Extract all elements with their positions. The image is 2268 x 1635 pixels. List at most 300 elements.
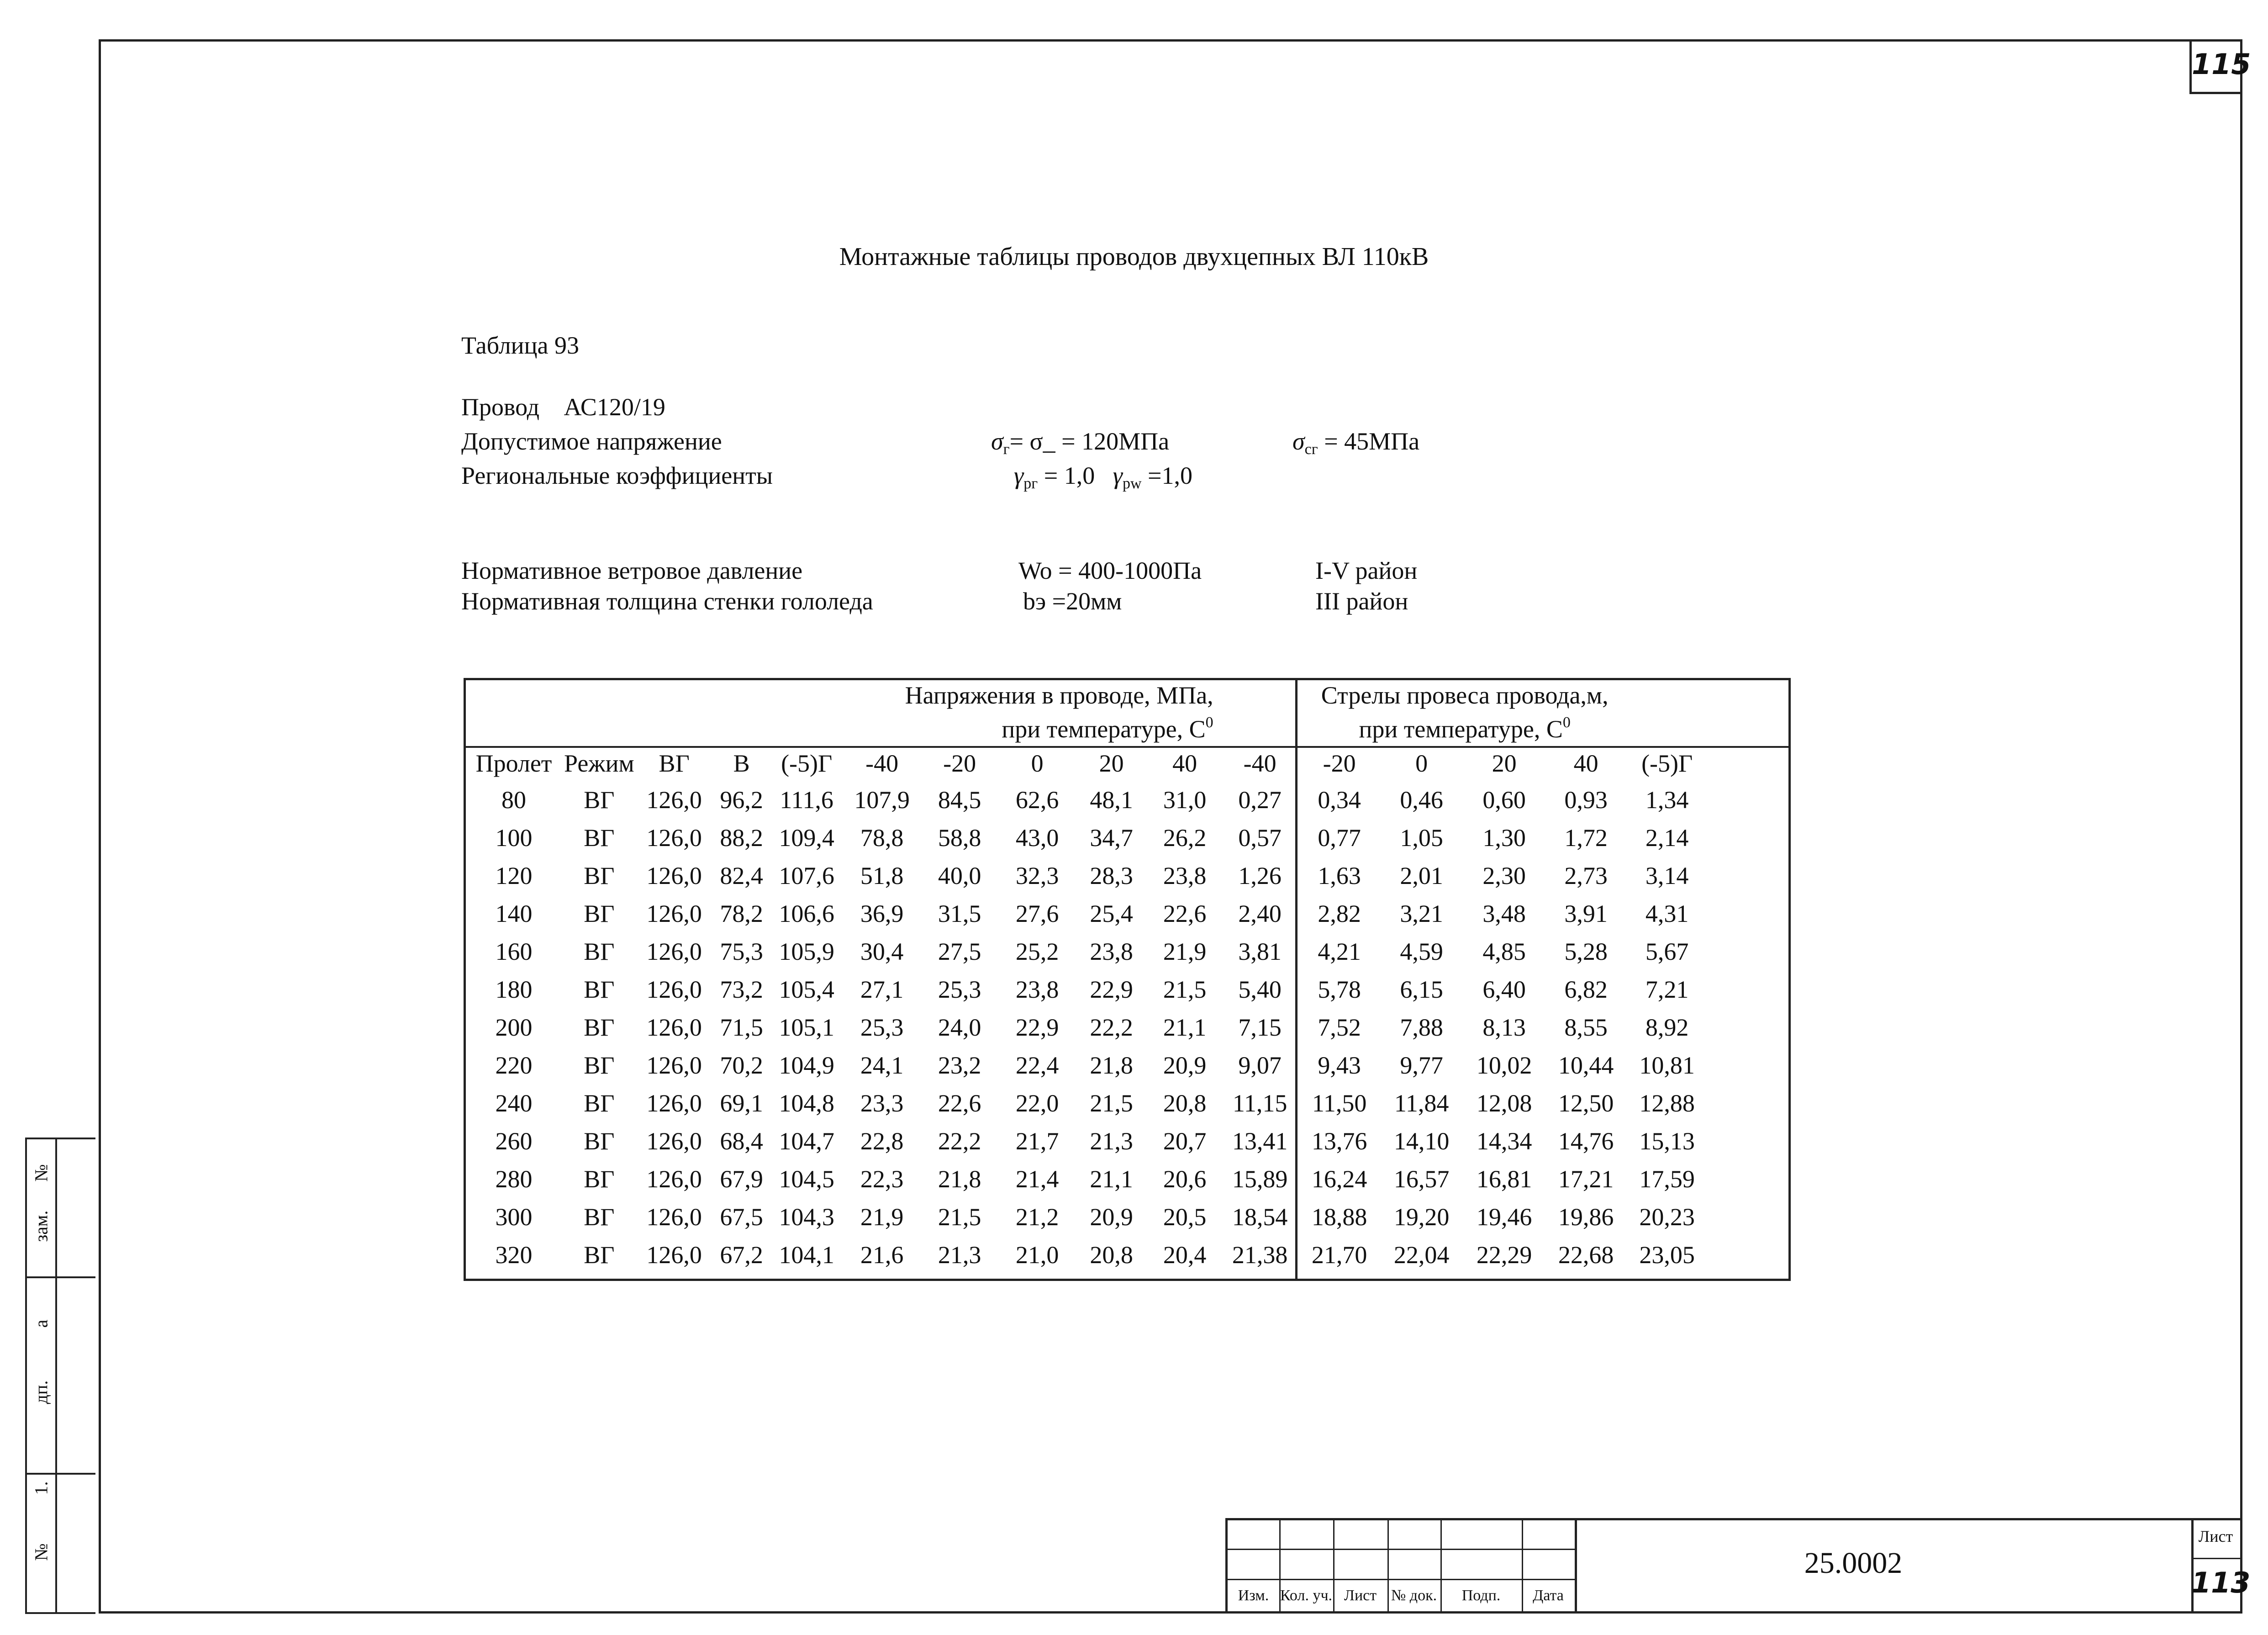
column-header: ВГ xyxy=(659,750,690,777)
table-cell: 21,6 xyxy=(860,1241,904,1269)
table-row xyxy=(464,819,1708,857)
table-cell: 104,1 xyxy=(779,1241,834,1269)
table-cell: 21,5 xyxy=(1090,1089,1133,1117)
table-cell: 75,3 xyxy=(720,937,763,965)
strip-label: дп. xyxy=(31,1380,52,1404)
column-header: -20 xyxy=(943,750,976,777)
table-cell: 0,34 xyxy=(1318,786,1361,814)
table-cell: 11,84 xyxy=(1394,1089,1449,1117)
data-table xyxy=(464,678,1708,1274)
tb-label: Изм. xyxy=(1238,1587,1269,1604)
table-cell: 68,4 xyxy=(720,1127,763,1155)
table-cell: ВГ xyxy=(584,1165,615,1193)
column-header: -40 xyxy=(865,750,899,777)
stress-header-line2 xyxy=(464,709,1213,743)
table-cell: 6,82 xyxy=(1564,975,1608,1003)
table-cell: 13,76 xyxy=(1311,1127,1367,1155)
table-cell: 21,3 xyxy=(1090,1127,1133,1155)
table-cell: 6,40 xyxy=(1482,975,1526,1003)
table-cell: 5,67 xyxy=(1645,937,1689,965)
strip-label: № xyxy=(31,1164,52,1182)
table-cell: 27,1 xyxy=(860,975,904,1003)
table-cell: 20,8 xyxy=(1163,1089,1207,1117)
table-cell: 5,78 xyxy=(1318,975,1361,1003)
table-cell: 20,9 xyxy=(1163,1051,1207,1079)
table-cell: ВГ xyxy=(584,900,615,927)
table-cell: 107,6 xyxy=(779,862,834,889)
column-header: 40 xyxy=(1172,750,1197,777)
table-cell: 126,0 xyxy=(646,824,702,852)
table-cell: 22,6 xyxy=(1163,900,1207,927)
table-cell: 100 xyxy=(495,824,533,852)
table-cell: 25,2 xyxy=(1015,937,1059,965)
list-label: Лист xyxy=(2198,1527,2233,1545)
table-cell: 21,70 xyxy=(1311,1241,1367,1269)
table-cell: 0,60 xyxy=(1482,786,1526,814)
column-header: (-5)Г xyxy=(1641,750,1693,777)
table-cell: 22,0 xyxy=(1015,1089,1059,1117)
tb-label: Лист xyxy=(1344,1587,1377,1604)
table-cell: 22,9 xyxy=(1015,1013,1059,1041)
wind-label: Нормативное ветровое давление xyxy=(461,557,803,584)
table-cell: 22,9 xyxy=(1090,975,1133,1003)
table-cell: 12,50 xyxy=(1558,1089,1614,1117)
tb-label: Кол. уч. xyxy=(1280,1587,1333,1604)
table-cell: 25,3 xyxy=(938,975,981,1003)
table-cell: 0,77 xyxy=(1318,824,1361,852)
table-cell: 104,9 xyxy=(779,1051,834,1079)
table-cell: ВГ xyxy=(584,1241,615,1269)
strip-label: зам. xyxy=(31,1210,52,1242)
ice-label: Нормативная толщина стенки гололеда xyxy=(461,587,873,615)
table-row xyxy=(464,1160,1708,1198)
table-cell: 140 xyxy=(495,900,533,927)
table-cell: 20,23 xyxy=(1639,1203,1695,1231)
table-cell: 14,34 xyxy=(1476,1127,1532,1155)
table-cell: 67,9 xyxy=(720,1165,763,1193)
table-cell: 22,2 xyxy=(1090,1013,1133,1041)
title-block xyxy=(1225,1518,2251,1611)
table-cell: 2,73 xyxy=(1564,862,1608,889)
table-cell: 23,05 xyxy=(1639,1241,1695,1269)
table-cell: 58,8 xyxy=(938,824,981,852)
strip-label: 1. xyxy=(31,1481,52,1495)
table-cell: 2,30 xyxy=(1482,862,1526,889)
table-cell: 7,21 xyxy=(1645,975,1689,1003)
table-label: Таблица 93 xyxy=(461,332,579,359)
table-cell: 111,6 xyxy=(780,786,833,814)
table-cell: 21,8 xyxy=(1090,1051,1133,1079)
table-cell: 62,6 xyxy=(1015,786,1059,814)
table-cell: 19,46 xyxy=(1476,1203,1532,1231)
strip-divider xyxy=(55,1139,57,1612)
table-row xyxy=(464,1084,1708,1122)
table-cell: 21,2 xyxy=(1015,1203,1059,1231)
table-cell: 1,30 xyxy=(1482,824,1526,852)
table-cell: ВГ xyxy=(584,862,615,889)
table-cell: 82,4 xyxy=(720,862,763,889)
table-cell: 126,0 xyxy=(646,1241,702,1269)
table-cell: 19,86 xyxy=(1558,1203,1614,1231)
table-row xyxy=(464,1046,1708,1084)
table-cell: ВГ xyxy=(584,937,615,965)
table-cell: 36,9 xyxy=(860,900,904,927)
table-cell: 22,4 xyxy=(1015,1051,1059,1079)
table-cell: 16,57 xyxy=(1393,1165,1450,1193)
sag-header-line1: Стрелы провеса провода,м, xyxy=(1321,681,1609,709)
wind-region: I-V район xyxy=(1315,557,1418,584)
table-cell: 3,14 xyxy=(1645,862,1689,889)
sigma-symbol: σ xyxy=(1292,428,1305,455)
table-cell: 20,7 xyxy=(1163,1127,1207,1155)
table-cell: 21,9 xyxy=(1163,937,1207,965)
column-header: 40 xyxy=(1573,750,1598,777)
table-cell: 70,2 xyxy=(720,1051,763,1079)
table-cell: 0,93 xyxy=(1564,786,1608,814)
table-cell: 88,2 xyxy=(720,824,763,852)
stress-group-header xyxy=(464,678,1222,746)
table-cell: ВГ xyxy=(584,975,615,1003)
table-cell: 21,38 xyxy=(1232,1241,1288,1269)
table-cell: 1,72 xyxy=(1564,824,1608,852)
table-cell: 9,77 xyxy=(1400,1051,1443,1079)
table-cell: 109,4 xyxy=(779,824,834,852)
table-cell: 7,52 xyxy=(1318,1013,1361,1041)
table-cell: 180 xyxy=(495,975,533,1003)
gamma-pg-value: = 1,0 xyxy=(1044,462,1095,489)
table-cell: 5,28 xyxy=(1564,937,1608,965)
table-cell: 7,88 xyxy=(1400,1013,1443,1041)
table-cell: 16,81 xyxy=(1476,1165,1532,1193)
document-code: 25.0002 xyxy=(1804,1546,1903,1580)
table-cell: 43,0 xyxy=(1015,824,1059,852)
table-cell: 4,85 xyxy=(1482,937,1526,965)
table-cell: 260 xyxy=(495,1127,533,1155)
allow-stress-label: Допустимое напряжение xyxy=(461,428,722,455)
table-body xyxy=(464,781,1708,1274)
table-cell: 14,10 xyxy=(1393,1127,1450,1155)
table-cell: 126,0 xyxy=(646,1089,702,1117)
table-cell: 2,14 xyxy=(1645,824,1689,852)
table-cell: 12,88 xyxy=(1639,1089,1695,1117)
table-cell: 8,55 xyxy=(1564,1013,1608,1041)
table-cell: 10,44 xyxy=(1558,1051,1614,1079)
table-cell: 0,57 xyxy=(1238,824,1282,852)
table-cell: 105,9 xyxy=(779,937,834,965)
table-cell: 160 xyxy=(495,937,533,965)
page-title: Монтажные таблицы проводов двухцепных ВЛ 110кВ xyxy=(839,243,1429,271)
table-cell: 8,92 xyxy=(1645,1013,1689,1041)
table-cell: 4,21 xyxy=(1318,937,1361,965)
table-cell: 80 xyxy=(501,786,526,814)
table-row xyxy=(464,1236,1708,1274)
wire-row xyxy=(461,393,665,421)
table-cell: 21,7 xyxy=(1015,1127,1059,1155)
table-cell: 126,0 xyxy=(646,1165,702,1193)
column-header: (-5)Г xyxy=(781,750,833,777)
table-cell: 21,0 xyxy=(1015,1241,1059,1269)
table-cell: 220 xyxy=(495,1051,533,1079)
table-cell: 2,01 xyxy=(1400,862,1443,889)
column-header-row xyxy=(464,746,1708,781)
table-cell: 7,15 xyxy=(1238,1013,1282,1041)
table-cell: 3,48 xyxy=(1482,900,1526,927)
table-cell: ВГ xyxy=(584,1051,615,1079)
table-cell: 21,8 xyxy=(938,1165,981,1193)
table-cell: 21,3 xyxy=(938,1241,981,1269)
table-cell: 320 xyxy=(495,1241,533,1269)
table-cell: 20,9 xyxy=(1090,1203,1133,1231)
table-cell: 126,0 xyxy=(646,1203,702,1231)
table-cell: 21,4 xyxy=(1015,1165,1059,1193)
table-cell: 10,02 xyxy=(1476,1051,1532,1079)
table-row xyxy=(464,1122,1708,1160)
table-cell: 107,9 xyxy=(854,786,910,814)
gamma-pw-value: =1,0 xyxy=(1148,462,1193,489)
table-row xyxy=(464,970,1708,1008)
table-cell: 51,8 xyxy=(860,862,904,889)
strip-line xyxy=(27,1276,95,1278)
table-cell: 4,59 xyxy=(1400,937,1443,965)
table-cell: 25,3 xyxy=(860,1013,904,1041)
table-cell: 20,6 xyxy=(1163,1165,1207,1193)
table-cell: 126,0 xyxy=(646,786,702,814)
table-cell: 14,76 xyxy=(1558,1127,1614,1155)
table-cell: 11,15 xyxy=(1232,1089,1287,1117)
group-header-row xyxy=(464,678,1708,746)
table-cell: 9,07 xyxy=(1238,1051,1282,1079)
table-cell: 31,5 xyxy=(938,900,981,927)
column-header: Режим xyxy=(564,750,634,777)
table-cell: 21,9 xyxy=(860,1203,904,1231)
table-cell: 25,4 xyxy=(1090,900,1133,927)
table-cell: 78,2 xyxy=(720,900,763,927)
sigma-symbol: σ xyxy=(991,428,1003,455)
table-cell: 30,4 xyxy=(860,937,904,965)
table-cell: 84,5 xyxy=(938,786,981,814)
table-cell: 126,0 xyxy=(646,862,702,889)
gamma-symbol-2 xyxy=(1113,462,1123,489)
table-cell: ВГ xyxy=(584,1127,615,1155)
sigma-g-formula xyxy=(991,427,1169,458)
table-cell: 105,1 xyxy=(779,1013,834,1041)
tb-line xyxy=(2191,1558,2240,1559)
list-number: 113 xyxy=(2191,1566,2251,1599)
table-cell: 12,08 xyxy=(1476,1089,1532,1117)
table-cell: 1,26 xyxy=(1238,862,1282,889)
table-cell: 21,5 xyxy=(938,1203,981,1231)
table-cell: 15,89 xyxy=(1232,1165,1288,1193)
sag-header-line2 xyxy=(1222,709,1708,743)
table-cell: 1,34 xyxy=(1645,786,1689,814)
table-cell: ВГ xyxy=(584,824,615,852)
table-row xyxy=(464,781,1708,819)
table-cell: 126,0 xyxy=(646,975,702,1003)
table-cell: 21,5 xyxy=(1163,975,1207,1003)
table-cell: 2,82 xyxy=(1318,900,1361,927)
table-cell: 96,2 xyxy=(720,786,763,814)
table-cell: 15,13 xyxy=(1639,1127,1695,1155)
table-header-divider xyxy=(464,746,1791,748)
table-cell: ВГ xyxy=(584,1203,615,1231)
wire-label: Провод xyxy=(461,393,540,421)
column-header: -40 xyxy=(1243,750,1276,777)
tb-label: № док. xyxy=(1391,1587,1437,1604)
table-cell: 32,3 xyxy=(1015,862,1059,889)
table-cell: 23,8 xyxy=(1163,862,1207,889)
table-cell: 126,0 xyxy=(646,1127,702,1155)
column-header: 20 xyxy=(1492,750,1517,777)
table-cell: 104,3 xyxy=(779,1203,834,1231)
table-cell: 240 xyxy=(495,1089,533,1117)
table-cell: 3,21 xyxy=(1400,900,1443,927)
table-cell: 24,0 xyxy=(938,1013,981,1041)
table-cell: 78,8 xyxy=(860,824,904,852)
ice-region: III район xyxy=(1315,587,1408,615)
table-cell: 120 xyxy=(495,862,533,889)
table-cell: 18,54 xyxy=(1232,1203,1288,1231)
sigma-cg-sub: сг xyxy=(1304,441,1318,458)
table-cell: 2,40 xyxy=(1238,900,1282,927)
column-header: -20 xyxy=(1323,750,1356,777)
tb-label: Дата xyxy=(1533,1587,1564,1604)
table-cell: ВГ xyxy=(584,1089,615,1117)
column-header: 20 xyxy=(1099,750,1124,777)
table-cell: 104,5 xyxy=(779,1165,834,1193)
stress-header-text: при температуре, С xyxy=(1002,715,1206,743)
table-cell: 0,27 xyxy=(1238,786,1282,814)
tb-label: Подп. xyxy=(1461,1587,1501,1604)
sag-group-header xyxy=(1222,678,1708,746)
table-row xyxy=(464,1008,1708,1046)
strip-label: № xyxy=(31,1543,52,1561)
sigma-eq: = σ_ = 120МПа xyxy=(1009,428,1170,455)
table-cell: 22,04 xyxy=(1393,1241,1450,1269)
table-cell: 22,6 xyxy=(938,1089,981,1117)
table-cell: 126,0 xyxy=(646,1051,702,1079)
table-cell: 11,50 xyxy=(1312,1089,1367,1117)
table-cell: 126,0 xyxy=(646,1013,702,1041)
table-cell: 105,4 xyxy=(779,975,834,1003)
wire-value: АС120/19 xyxy=(564,393,665,421)
table-cell: 20,8 xyxy=(1090,1241,1133,1269)
gamma-pw-sub: pw xyxy=(1122,475,1142,492)
table-cell: 280 xyxy=(495,1165,533,1193)
table-cell: 13,41 xyxy=(1232,1127,1288,1155)
table-cell: 34,7 xyxy=(1090,824,1133,852)
table-row xyxy=(464,857,1708,894)
table-cell: 26,2 xyxy=(1163,824,1207,852)
gamma-formula xyxy=(1014,461,1192,492)
strip-label: а xyxy=(31,1319,52,1328)
table-cell: 27,5 xyxy=(938,937,981,965)
table-cell: 23,2 xyxy=(938,1051,981,1079)
table-cell: 67,5 xyxy=(720,1203,763,1231)
sigma-cg-formula xyxy=(1292,427,1419,458)
table-cell: 67,2 xyxy=(720,1241,763,1269)
table-cell: 1,63 xyxy=(1318,862,1361,889)
table-cell: 300 xyxy=(495,1203,533,1231)
table-cell: 23,8 xyxy=(1090,937,1133,965)
ice-value: bэ =20мм xyxy=(1023,587,1122,615)
table-cell: 126,0 xyxy=(646,900,702,927)
regional-label: Региональные коэффициенты xyxy=(461,462,773,489)
table-cell: 106,6 xyxy=(779,900,834,927)
table-row xyxy=(464,1198,1708,1236)
stress-header-line1: Напряжения в проводе, МПа, xyxy=(905,681,1213,709)
table-cell: 22,8 xyxy=(860,1127,904,1155)
table-cell: 1,05 xyxy=(1400,824,1443,852)
degree-sup: 0 xyxy=(1205,714,1213,731)
table-cell: 104,8 xyxy=(779,1089,834,1117)
table-cell: 16,24 xyxy=(1311,1165,1367,1193)
table-cell: 8,13 xyxy=(1482,1013,1526,1041)
gamma-symbol: γ xyxy=(1113,462,1123,489)
table-cell: 21,1 xyxy=(1090,1165,1133,1193)
table-cell: ВГ xyxy=(584,786,615,814)
table-row xyxy=(464,894,1708,932)
table-cell: 6,15 xyxy=(1400,975,1443,1003)
table-cell: 24,1 xyxy=(860,1051,904,1079)
gamma-pg-sub: рг xyxy=(1023,475,1038,492)
column-header: 0 xyxy=(1031,750,1044,777)
degree-sup: 0 xyxy=(1562,714,1571,731)
table-cell: 20,5 xyxy=(1163,1203,1207,1231)
table-cell: 17,21 xyxy=(1558,1165,1614,1193)
table-cell: 4,31 xyxy=(1645,900,1689,927)
table-cell: 23,3 xyxy=(860,1089,904,1117)
table-cell: 3,91 xyxy=(1564,900,1608,927)
table-group-divider xyxy=(1295,678,1298,1281)
table-cell: 20,4 xyxy=(1163,1241,1207,1269)
table-cell: 3,81 xyxy=(1238,937,1282,965)
table-cell: 28,3 xyxy=(1090,862,1133,889)
column-header: В xyxy=(733,750,750,777)
column-header: 0 xyxy=(1415,750,1428,777)
table-cell: 0,46 xyxy=(1400,786,1443,814)
table-cell: 22,3 xyxy=(860,1165,904,1193)
wind-value: Wo = 400-1000Па xyxy=(1018,557,1202,584)
table-cell: 200 xyxy=(495,1013,533,1041)
left-stamp-strip xyxy=(25,1138,95,1614)
column-header: Пролет xyxy=(475,750,552,777)
table-cell: 126,0 xyxy=(646,937,702,965)
sigma-g-sub: г xyxy=(1003,441,1010,458)
table-cell: 18,88 xyxy=(1311,1203,1367,1231)
table-cell: 71,5 xyxy=(720,1013,763,1041)
table-cell: 17,59 xyxy=(1639,1165,1695,1193)
table-cell: ВГ xyxy=(584,1013,615,1041)
table-cell: 23,8 xyxy=(1015,975,1059,1003)
table-cell: 48,1 xyxy=(1090,786,1133,814)
table-cell: 21,1 xyxy=(1163,1013,1207,1041)
table-cell: 22,2 xyxy=(938,1127,981,1155)
table-cell: 31,0 xyxy=(1163,786,1207,814)
table-cell: 22,68 xyxy=(1558,1241,1614,1269)
gamma-symbol: γ xyxy=(1014,462,1024,489)
table-cell: 10,81 xyxy=(1639,1051,1695,1079)
table-cell: 27,6 xyxy=(1015,900,1059,927)
table-cell: 69,1 xyxy=(720,1089,763,1117)
table-cell: 19,20 xyxy=(1393,1203,1450,1231)
sheet-number-box xyxy=(2189,39,2251,94)
table-cell: 104,7 xyxy=(779,1127,834,1155)
table-cell: 9,43 xyxy=(1318,1051,1361,1079)
sag-header-text: при температуре, С xyxy=(1359,715,1563,743)
table-row xyxy=(464,932,1708,970)
table-cell: 40,0 xyxy=(938,862,981,889)
table-cell: 5,40 xyxy=(1238,975,1282,1003)
